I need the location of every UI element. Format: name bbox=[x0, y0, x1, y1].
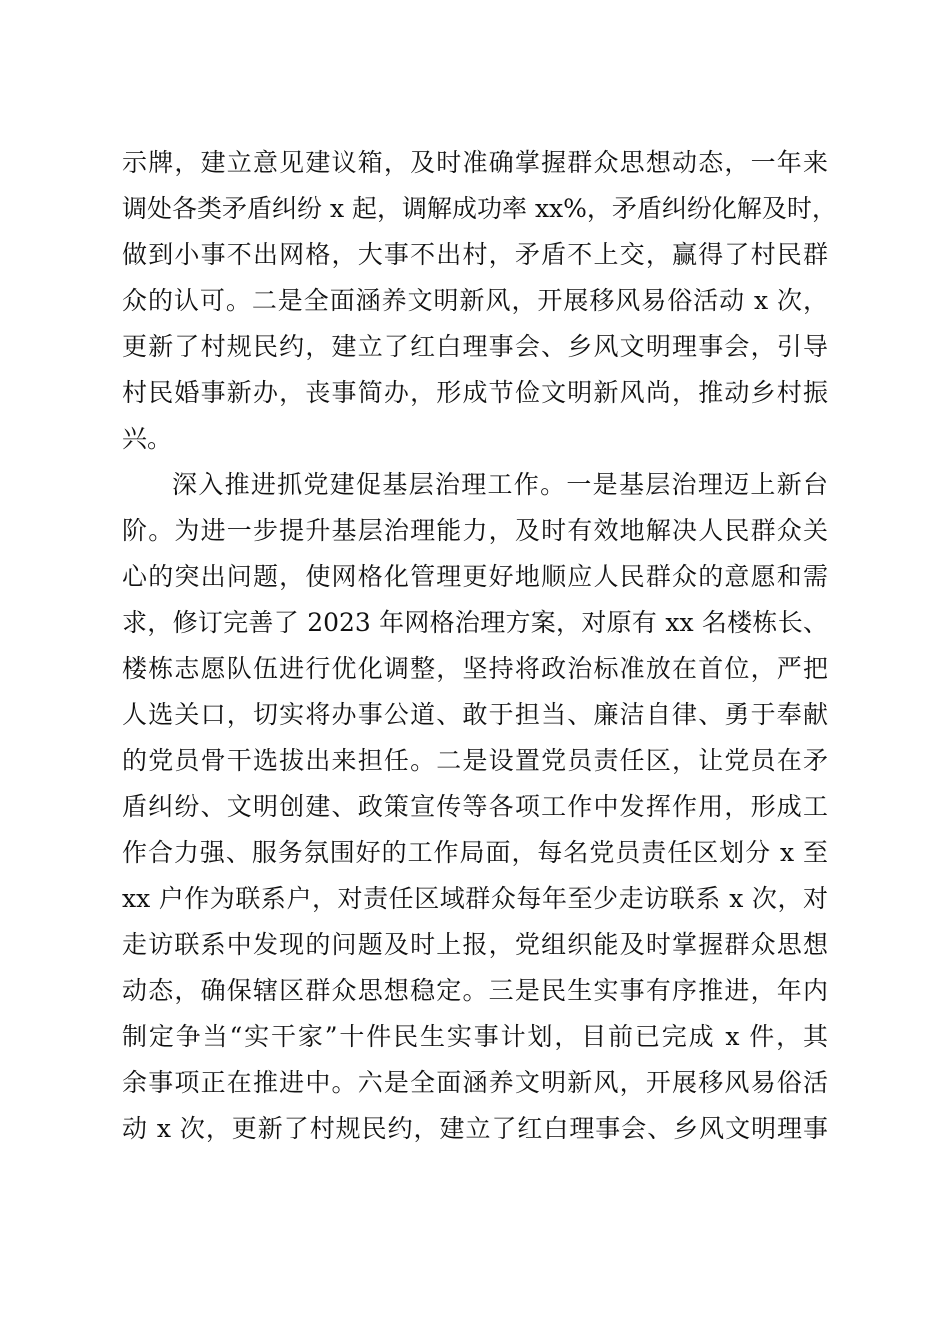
paragraph-2-line-11: 走访联系中发现的问题及时上报，党组织能及时掌握群众思想 bbox=[122, 930, 828, 959]
paragraph-1-line-3: 做到小事不出网格，大事不出村，矛盾不上交，赢得了村民群 bbox=[122, 240, 828, 269]
paragraph-1-line-4: 众的认可。二是全面涵养文明新风，开展移风易俗活动 x 次， bbox=[122, 286, 828, 315]
paragraph-2-line-15: 动 x 次，更新了村规民约，建立了红白理事会、乡风文明理事 bbox=[122, 1114, 828, 1143]
paragraph-2-line-6: 人选关口，切实将办事公道、敢于担当、廉洁自律、勇于奉献 bbox=[122, 700, 828, 729]
paragraph-1-line-2: 调处各类矛盾纠纷 x 起，调解成功率 xx%，矛盾纠纷化解及时， bbox=[122, 194, 837, 223]
paragraph-1-line-7: 兴。 bbox=[122, 424, 173, 453]
paragraph-1-line-6: 村民婚事新办，丧事简办，形成节俭文明新风尚，推动乡村振 bbox=[122, 378, 828, 407]
paragraph-2-line-8: 盾纠纷、文明创建、政策宣传等各项工作中发挥作用，形成工 bbox=[122, 792, 828, 821]
paragraph-2-line-10: xx 户作为联系户，对责任区域群众每年至少走访联系 x 次，对 bbox=[122, 884, 828, 913]
paragraph-2-line-3: 心的突出问题，使网格化管理更好地顺应人民群众的意愿和需 bbox=[122, 562, 828, 591]
paragraph-2-line-1: 深入推进抓党建促基层治理工作。一是基层治理迈上新台 bbox=[172, 470, 828, 499]
paragraph-1-line-5: 更新了村规民约，建立了红白理事会、乡风文明理事会，引导 bbox=[122, 332, 828, 361]
paragraph-2-line-13: 制定争当“实干家”十件民生实事计划，目前已完成 x 件，其 bbox=[122, 1022, 828, 1051]
paragraph-2-line-4: 求，修订完善了 2023 年网格治理方案，对原有 xx 名楼栋长、 bbox=[122, 608, 828, 637]
paragraph-2-line-2: 阶。为进一步提升基层治理能力，及时有效地解决人民群众关 bbox=[122, 516, 828, 545]
paragraph-1-line-1: 示牌，建立意见建议箱，及时准确掌握群众思想动态，一年来 bbox=[122, 148, 828, 177]
paragraph-2-line-9: 作合力强、服务氛围好的工作局面，每名党员责任区划分 x 至 bbox=[122, 838, 828, 867]
paragraph-2-line-7: 的党员骨干选拔出来担任。二是设置党员责任区，让党员在矛 bbox=[122, 746, 828, 775]
paragraph-2-line-14: 余事项正在推进中。六是全面涵养文明新风，开展移风易俗活 bbox=[122, 1068, 828, 1097]
paragraph-2-line-5: 楼栋志愿队伍进行优化调整，坚持将政治标准放在首位，严把 bbox=[122, 654, 828, 683]
paragraph-2-line-12: 动态，确保辖区群众思想稳定。三是民生实事有序推进，年内 bbox=[122, 976, 828, 1005]
